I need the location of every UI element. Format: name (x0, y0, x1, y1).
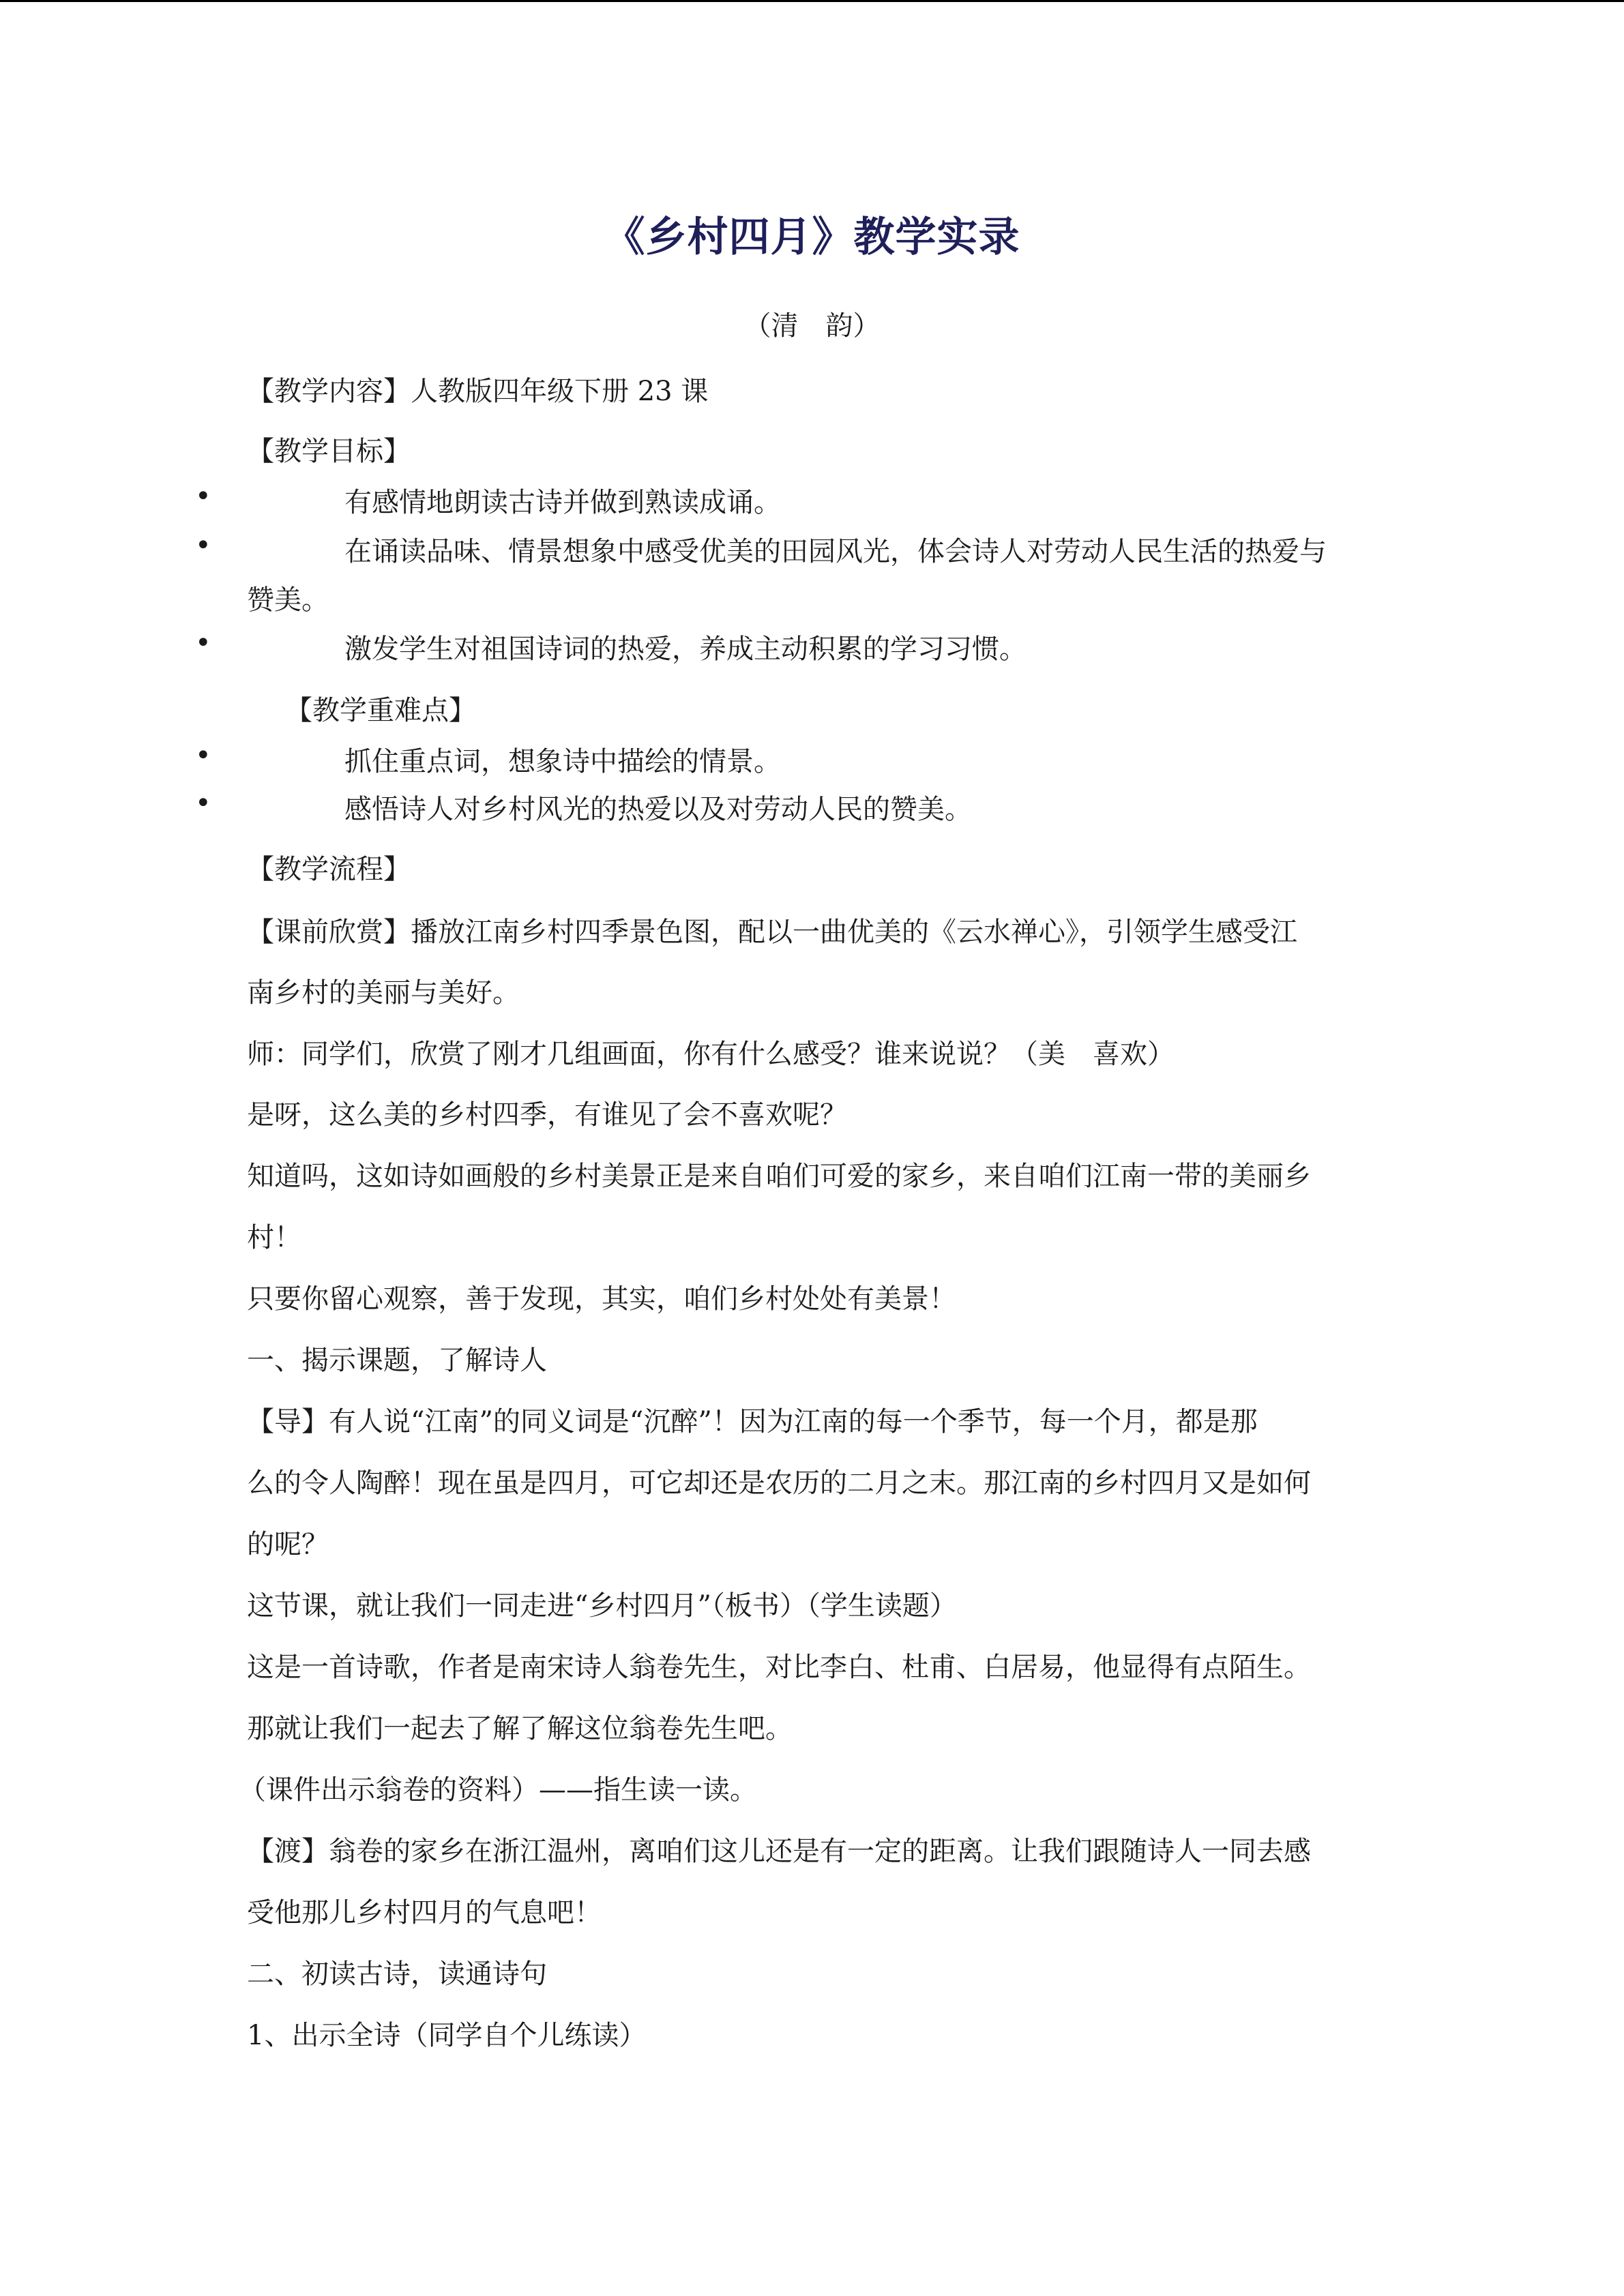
document-author: （清 韵） (743, 310, 881, 342)
goal-item: 在诵读品味、情景想象中感受优美的田园风光，体会诗人对劳动人民生活的热爱与 (344, 536, 1327, 567)
section-heading: 二、初读古诗，读通诗句 (247, 1958, 547, 1990)
paragraph-line: 【渡】翁卷的家乡在浙江温州，离咱们这儿还是有一定的距离。让我们跟随诗人一同去感 (247, 1836, 1311, 1867)
paragraph-line: 是呀，这么美的乡村四季，有谁见了会不喜欢呢？ (247, 1099, 847, 1131)
paragraph-line: 知道吗，这如诗如画般的乡村美景正是来自咱们可爱的家乡，来自咱们江南一带的美丽乡 (247, 1161, 1311, 1192)
key-point-item: 抓住重点词，想象诗中描绘的情景。 (344, 746, 781, 777)
goal-item-continuation: 赞美。 (247, 584, 329, 616)
paragraph-line: 这节课，就让我们一同走进“乡村四月”（板书）（学生读题） (247, 1590, 957, 1622)
key-points-heading: 【教学重难点】 (285, 695, 476, 726)
paragraph-line: （课件出示翁卷的资料）——指生读一读。 (239, 1774, 757, 1806)
goal-item: 激发学生对祖国诗词的热爱，养成主动积累的学习习惯。 (344, 633, 1027, 665)
paragraph-line: 受他那儿乡村四月的气息吧！ (247, 1897, 602, 1928)
bullet-icon: • (195, 481, 211, 512)
teaching-goals-heading: 【教学目标】 (247, 436, 411, 467)
bullet-icon: • (195, 740, 211, 771)
bullet-icon: • (195, 530, 211, 561)
key-point-item: 感悟诗人对乡村风光的热爱以及对劳动人民的赞美。 (344, 794, 972, 825)
paragraph-line: 这是一首诗歌，作者是南宋诗人翁卷先生，对比李白、杜甫、白居易，他显得有点陌生。 (247, 1652, 1311, 1683)
paragraph-line: 1、出示全诗（同学自个儿练读） (247, 2020, 647, 2051)
section-heading: 一、揭示课题，了解诗人 (247, 1345, 547, 1376)
paragraph-line: 么的令人陶醉！现在虽是四月，可它却还是农历的二月之末。那江南的乡村四月又是如何 (247, 1467, 1311, 1499)
paragraph-line: 的呢？ (247, 1529, 329, 1560)
paragraph-line: 村！ (247, 1222, 301, 1253)
paragraph-line: 【课前欣赏】播放江南乡村四季景色图，配以一曲优美的《云水禅心》，引领学生感受江 (247, 916, 1297, 948)
bullet-icon: • (195, 627, 211, 659)
paragraph-line: 那就让我们一起去了解了解这位翁卷先生吧。 (247, 1713, 793, 1744)
teaching-content: 【教学内容】人教版四年级下册 23 课 (247, 376, 709, 407)
paragraph-line: 【导】有人说“江南”的同义词是“沉醉”！因为江南的每一个季节，每一个月，都是那 (247, 1406, 1258, 1437)
bullet-icon: • (195, 788, 211, 819)
paragraph-line: 南乡村的美丽与美好。 (247, 977, 520, 1009)
paragraph-line: 师：同学们，欣赏了刚才几组画面，你有什么感受？谁来说说？（美 喜欢） (247, 1039, 1175, 1070)
paragraph-line: 只要你留心观察，善于发现，其实，咱们乡村处处有美景！ (247, 1283, 956, 1315)
goal-item: 有感情地朗读古诗并做到熟读成诵。 (344, 487, 781, 518)
document-title: 《乡村四月》教学实录 (604, 213, 1020, 261)
teaching-process-heading: 【教学流程】 (247, 854, 411, 885)
